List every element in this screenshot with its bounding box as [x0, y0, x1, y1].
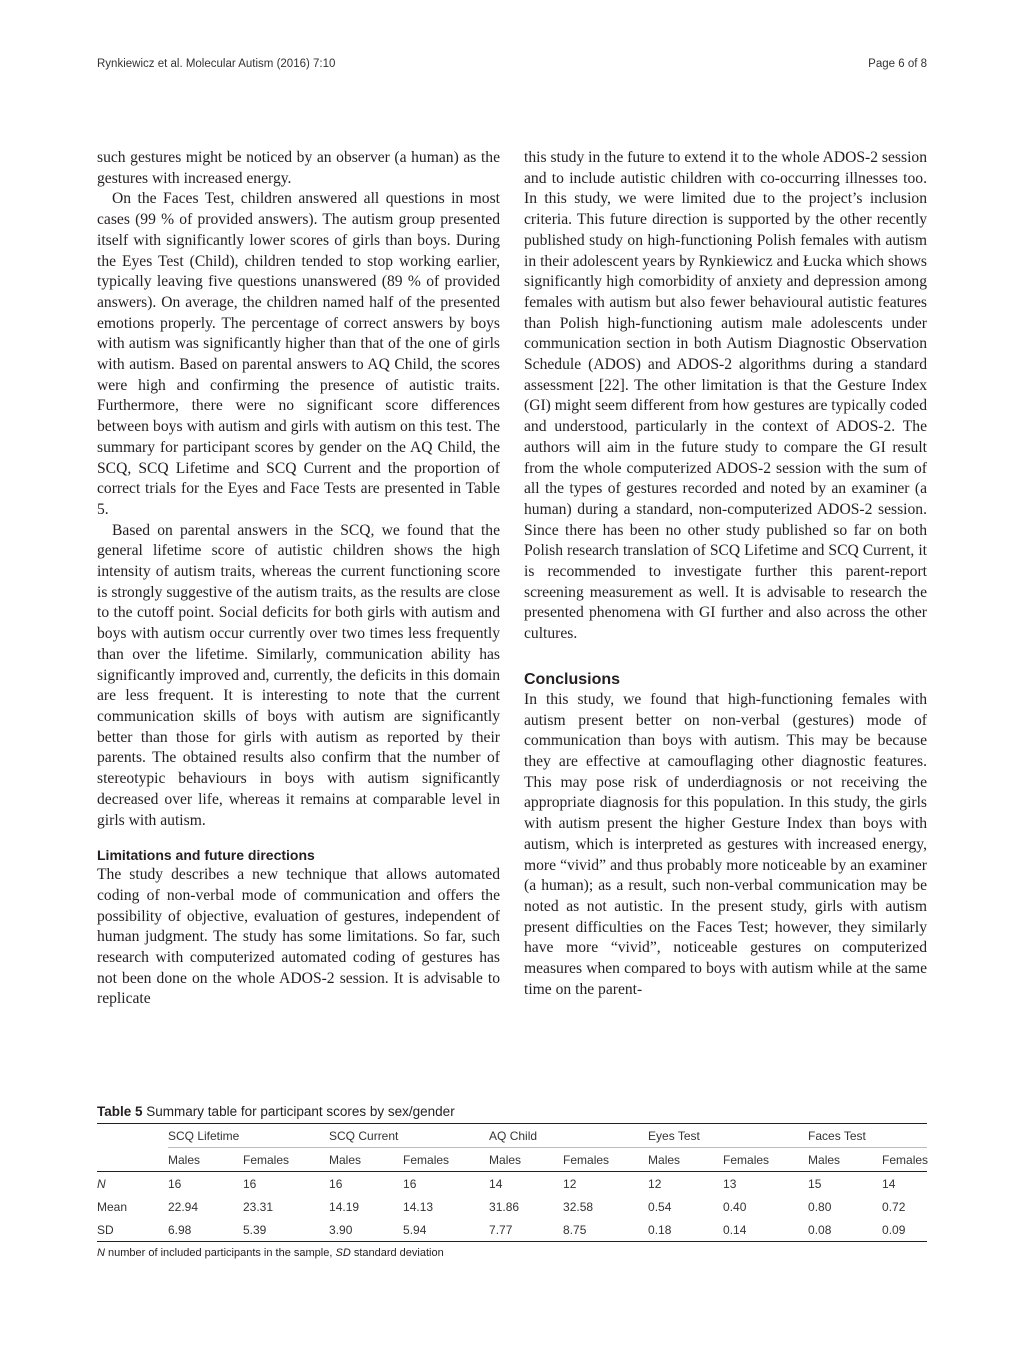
table-cell: 14	[882, 1176, 896, 1191]
table-cell: 31.86	[489, 1199, 520, 1214]
table-cell: 0.80	[808, 1199, 832, 1214]
table-cell: 16	[329, 1176, 343, 1191]
table-cell: 7.77	[489, 1218, 563, 1242]
column-header: Males	[489, 1148, 563, 1172]
table-caption	[97, 1104, 927, 1119]
table-cell: 16	[243, 1176, 257, 1191]
table-cell: 12	[648, 1176, 662, 1191]
table-title: Summary table for participant scores by sex/gender	[146, 1104, 455, 1119]
table-cell: 16	[168, 1176, 182, 1191]
table-cell: 14.13	[403, 1199, 434, 1214]
column-header: Females	[723, 1148, 808, 1172]
table-cell: 14	[489, 1176, 503, 1191]
table-cell: 3.90	[329, 1218, 403, 1242]
table-cell: 22.94	[168, 1199, 199, 1214]
table-row	[97, 1195, 927, 1218]
column-group-header: AQ Child	[489, 1124, 648, 1148]
column-header: Males	[808, 1148, 882, 1172]
data-table	[97, 1123, 927, 1242]
corner-cell	[97, 1148, 168, 1172]
table-footnote	[97, 1247, 927, 1259]
table-cell: 23.31	[243, 1199, 274, 1214]
footnote-text: number of included participants in the sample,	[104, 1247, 336, 1259]
table-cell: 0.14	[723, 1218, 808, 1242]
table-label: Table 5	[97, 1104, 143, 1119]
table-cell: 0.54	[648, 1199, 672, 1214]
table-row	[97, 1218, 927, 1242]
row-header: SD	[97, 1218, 168, 1242]
row-header: Mean	[97, 1199, 128, 1214]
journal-citation: Rynkiewicz et al. Molecular Autism (2016) 7:10	[97, 58, 336, 70]
left-column	[97, 148, 500, 1010]
running-header	[97, 58, 927, 74]
paragraph: The study describes a new technique that allows automated coding of non-verbal mode of communication and offers the possibility of objective, evaluation of gestures, independent of human judgment. The study has some limitations. So far, such research with computerized automated coding of gestures has not been done on the whole ADOS-2 session. It is advisable to replicate	[97, 866, 500, 1008]
column-header: Males	[329, 1148, 403, 1172]
column-group-header: SCQ Lifetime	[168, 1124, 329, 1148]
page-number: Page 6 of 8	[868, 58, 927, 70]
footnote-abbrev: SD	[335, 1247, 351, 1259]
paragraph: Based on parental answers in the SCQ, we found that the general lifetime score of autistic children shows the high intensity of autism traits, whereas the current functioning score is strongly suggestive of the autism traits, as the results are close to the cutoff point. Social deficits for both girls with autism and boys with autism occur currently over two times less frequently than over the lifetime. Similarly, communication ability has significantly improved and, currently, the deficits in this domain are less frequent. It is interesting to note that the current communication skills of boys with autism are significantly better than those for girls with autism as reported by their parents. The obtained results also confirm that the number of stereotypic behaviours in boys with autism significantly decreased over life, whereas it remains at comparable level in girls with autism.	[97, 521, 500, 829]
table-cell: 14.19	[329, 1199, 360, 1214]
column-header: Females	[563, 1148, 648, 1172]
footnote-text: standard deviation	[350, 1247, 444, 1259]
column-header: Females	[882, 1148, 927, 1172]
table-cell: 12	[563, 1176, 577, 1191]
table-header-sub	[97, 1148, 927, 1172]
paragraph: On the Faces Test, children answered all questions in most cases (99 % of provided answers). The autism group presented itself with significantly lower scores of girls than boys. During the Eyes Test (Child), children tended to stop working earlier, typically leaving five questions unanswered (89 % of provided answers). On average, the children named half of the presented emotions properly. The percentage of correct answers by boys with autism was significantly higher than that of the one of girls with autism. Based on parental answers to AQ Child, the scores were high and confirming the presence of autistic traits. Furthermore, there were no significant score differences between boys with autism and girls with autism on this test. The summary for participant scores by gender on the AQ Child, the SCQ, SCQ Lifetime and SCQ Current and the proportion of correct trials for the Eyes and Face Tests are presented in Table 5.	[97, 190, 500, 518]
table-header-groups	[97, 1124, 927, 1148]
table-cell: 0.72	[882, 1199, 906, 1214]
corner-cell	[97, 1124, 168, 1148]
table-row	[97, 1172, 927, 1196]
paragraph: In this study, we found that high-functioning females with autism present better on non-verbal (gestures) mode of communication than boys with autism. This may be because they are effective at camouflaging other diagnostic features. This may pose risk of underdiagnosis or not receiving the appropriate diagnosis for this population. In this study, the girls with autism present the higher Gesture Index than boys with autism, which is interpreted as gestures with increased energy, more “vivid” and thus probably more noticeable by an examiner (a human); as a result, such non-verbal communication may be noted as not autistic. In the present study, girls with autism present difficulties on the Faces Test; however, they similarly have more “vivid”, noticeable gestures on computerized measures when compared to boys with autism while at the same time on the parent-	[524, 690, 927, 998]
table-cell: 13	[723, 1176, 737, 1191]
row-header: N	[97, 1176, 106, 1191]
column-group-header: SCQ Current	[329, 1124, 489, 1148]
table-cell: 6.98	[168, 1218, 243, 1242]
column-header: Males	[168, 1148, 243, 1172]
column-group-header: Eyes Test	[648, 1124, 808, 1148]
column-header: Females	[243, 1148, 329, 1172]
table-cell: 0.08	[808, 1218, 882, 1242]
column-header: Females	[403, 1148, 489, 1172]
table-cell: 0.09	[882, 1218, 927, 1242]
footnote-abbrev: N	[97, 1247, 105, 1259]
table-cell: 16	[403, 1176, 417, 1191]
table-5	[97, 1104, 927, 1259]
limitations-heading: Limitations and future directions	[97, 847, 315, 864]
table-cell: 32.58	[563, 1199, 594, 1214]
right-column	[524, 148, 927, 1000]
table-cell: 0.18	[648, 1218, 723, 1242]
table-cell: 8.75	[563, 1218, 648, 1242]
table-cell: 15	[808, 1176, 822, 1191]
column-header: Males	[648, 1148, 723, 1172]
paragraph: this study in the future to extend it to the whole ADOS-2 session and to include autistic children with co-occurring illnesses too. In this study, we were limited due to the project’s inclusion criteria. This future direction is supported by the other recently published study on high-functioning Polish females with autism in their adolescent years by Rynkiewicz and Łucka which shows significantly high comorbidity of anxiety and depression among females with autism but also fewer behavioural autistic features than Polish high-functioning autism male adolescents under communication section in both Autism Diagnostic Observation Schedule (ADOS) and ADOS-2 algorithms during a standard assessment [22]. The other limitation is that the Gesture Index (GI) might seem different from how gestures are typically coded and understood, particularly in the context of ADOS-2. The authors will aim in the future study to compare the GI result from the whole computerized ADOS-2 session with the sum of all the types of gestures recorded and noted by an examiner (a human) during a standard, non-computerized ADOS-2 session. Since there has been no other study published so far on both Polish research translation of SCQ Lifetime and SCQ Current, it is recommended to investigate further this parent-report screening measurement as well. It is advisable to research the presented phenomena with GI further and also across the other cultures.	[524, 149, 927, 643]
conclusions-heading: Conclusions	[524, 670, 621, 688]
table-cell: 5.94	[403, 1218, 489, 1242]
column-group-header: Faces Test	[808, 1124, 927, 1148]
paragraph: such gestures might be noticed by an observer (a human) as the gestures with increased energy.	[97, 149, 500, 187]
table-cell: 5.39	[243, 1218, 329, 1242]
table-cell: 0.40	[723, 1199, 747, 1214]
